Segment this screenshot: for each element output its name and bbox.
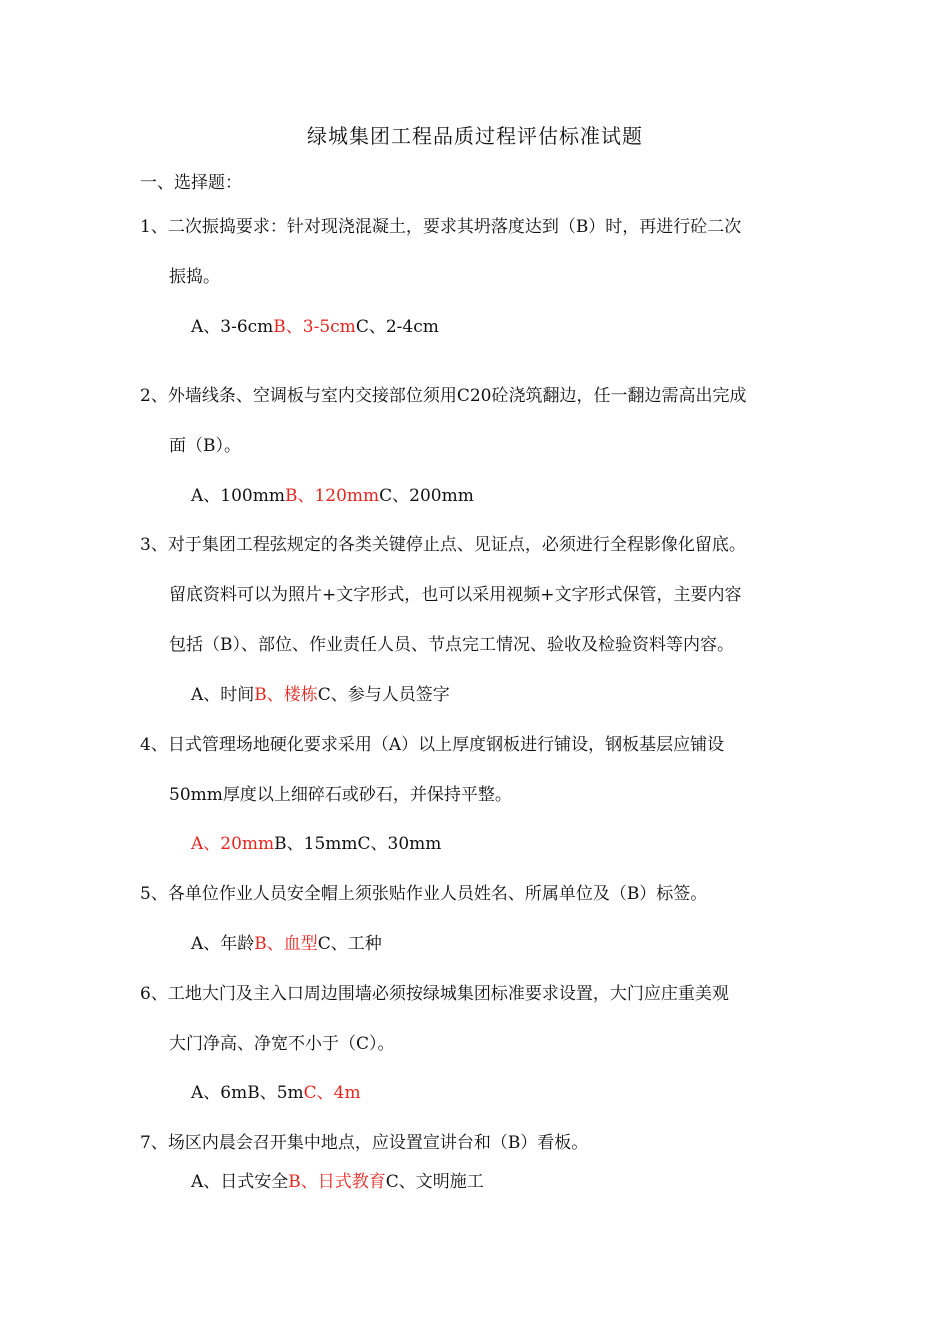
question-1-text-line-2: 振捣。 bbox=[169, 267, 220, 287]
question-7-text-line-1: 7、场区内晨会召开集中地点，应设置宣讲台和（B）看板。 bbox=[140, 1133, 589, 1153]
option-b: B、15mm bbox=[274, 834, 358, 854]
question-3-text-line-1: 3、对于集团工程弦规定的各类关键停止点、见证点，必须进行全程影像化留底。 bbox=[140, 535, 746, 555]
question-4-text-line-1: 4、日式管理场地硬化要求采用（A）以上厚度钢板进行铺设，钢板基层应铺设 bbox=[140, 735, 725, 755]
question-3-text-line-3: 包括（B）、部位、作业责任人员、节点完工情况、验收及检验资料等内容。 bbox=[169, 635, 734, 655]
question-3-text-line-2: 留底资料可以为照片+文字形式，也可以采用视频+文字形式保管，主要内容 bbox=[169, 585, 742, 605]
option-a: A、时间 bbox=[191, 685, 255, 705]
question-2-text-line-2: 面（B）。 bbox=[169, 436, 241, 456]
question-4-text-line-2: 50mm厚度以上细碎石或砂石，并保持平整。 bbox=[169, 785, 512, 805]
question-6-text-line-1: 6、工地大门及主入口周边围墙必须按绿城集团标准要求设置，大门应庄重美观 bbox=[140, 984, 729, 1004]
option-c: C、2-4cm bbox=[355, 317, 439, 337]
question-5-options bbox=[191, 932, 382, 956]
option-c: C、200mm bbox=[379, 486, 474, 506]
option-b-correct: B、楼栋 bbox=[254, 685, 318, 705]
option-c-correct: C、4m bbox=[303, 1083, 361, 1103]
option-a-correct: A、20mm bbox=[191, 834, 275, 854]
question-5-text-line-1: 5、各单位作业人员安全帽上须张贴作业人员姓名、所属单位及（B）标签。 bbox=[140, 884, 708, 904]
option-b-correct: B、日式教育 bbox=[288, 1172, 386, 1192]
section-heading: 一、选择题： bbox=[140, 173, 242, 193]
question-4-options bbox=[191, 832, 441, 856]
option-b-correct: B、120mm bbox=[284, 486, 380, 506]
question-3-options bbox=[191, 683, 450, 707]
question-1-options bbox=[191, 315, 439, 339]
option-b: B、5m bbox=[247, 1083, 304, 1103]
option-c: C、参与人员签字 bbox=[317, 685, 450, 705]
page-title: 绿城集团工程品质过程评估标准试题 bbox=[307, 124, 643, 148]
option-b-correct: B、3-5cm bbox=[273, 317, 356, 337]
option-c: C、文明施工 bbox=[385, 1172, 484, 1192]
option-a: A、3-6cm bbox=[191, 317, 274, 337]
question-1-text-line-1: 1、二次振捣要求：针对现浇混凝土，要求其坍落度达到（B）时，再进行砼二次 bbox=[140, 217, 742, 237]
option-a: A、年龄 bbox=[191, 934, 255, 954]
question-6-options bbox=[191, 1081, 361, 1105]
question-2-text-line-1: 2、外墙线条、空调板与室内交接部位须用C20砼浇筑翻边，任一翻边需高出完成 bbox=[140, 386, 747, 406]
question-6-text-line-2: 大门净高、净宽不小于（C）。 bbox=[169, 1034, 395, 1054]
option-c: C、30mm bbox=[357, 834, 442, 854]
option-c: C、工种 bbox=[317, 934, 382, 954]
question-7-options bbox=[191, 1170, 484, 1194]
option-a: A、100mm bbox=[191, 486, 285, 506]
option-a: A、6m bbox=[191, 1083, 248, 1103]
question-2-options bbox=[191, 484, 474, 508]
option-b-correct: B、血型 bbox=[254, 934, 318, 954]
option-a: A、日式安全 bbox=[191, 1172, 289, 1192]
